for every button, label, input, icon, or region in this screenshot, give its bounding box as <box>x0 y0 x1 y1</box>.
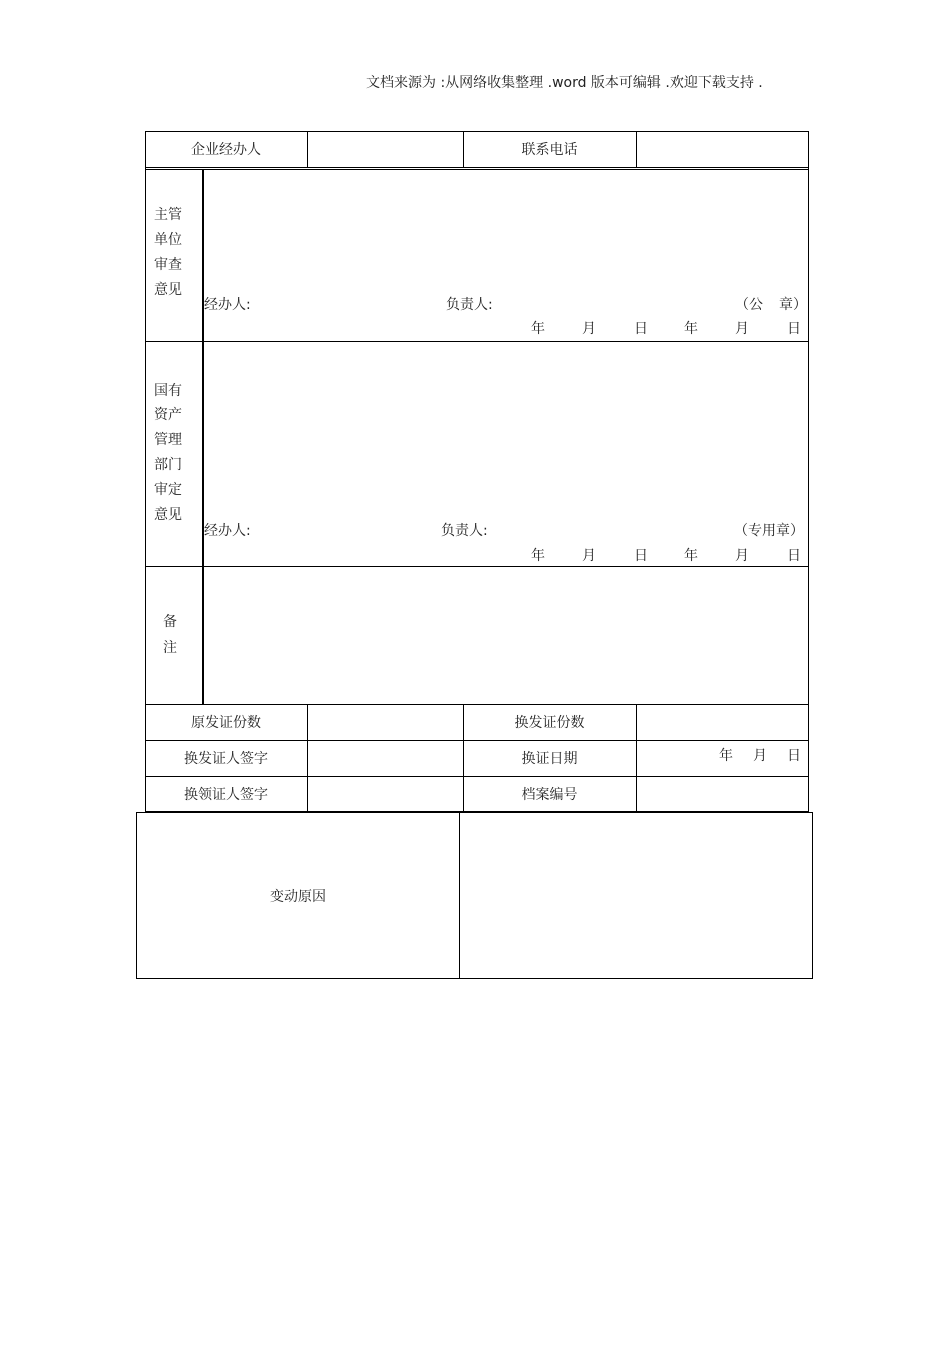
asset-title-line: 国有 <box>154 383 182 399</box>
phone-label: 联系电话 <box>521 142 578 158</box>
asset-title-line: 资产 <box>154 407 182 423</box>
archive-no-label: 档案编号 <box>521 786 578 803</box>
asset-title-line: 管理 <box>154 432 182 448</box>
archive-no-field[interactable] <box>636 776 808 811</box>
asset-principal-label: 负责人: <box>441 523 488 539</box>
orig-copies-label: 原发证份数 <box>191 715 261 731</box>
change-date-day: 日 <box>787 748 801 764</box>
supervisor-principal-label: 负责人: <box>446 297 493 313</box>
date-year: 年 <box>684 548 698 564</box>
date-year: 年 <box>531 548 545 564</box>
seal-close: 章） <box>779 297 807 313</box>
supervisor-title-line: 审查 <box>154 257 182 273</box>
asset-title-line: 部门 <box>154 457 182 473</box>
asset-title-line: 审定 <box>154 482 182 498</box>
contact-person-field[interactable] <box>307 131 463 167</box>
contact-person-label: 企业经办人 <box>191 142 261 158</box>
supervisor-title-line: 主管 <box>154 207 182 223</box>
orig-copies-field[interactable] <box>307 704 463 740</box>
date-day: 日 <box>634 321 648 337</box>
change-reason-field[interactable] <box>460 813 812 978</box>
asset-title-line: 意见 <box>154 507 182 523</box>
supervisor-title-line: 单位 <box>154 232 182 248</box>
change-date-year: 年 <box>719 748 733 764</box>
remarks-field[interactable] <box>204 568 807 703</box>
change-date-label: 换证日期 <box>521 751 578 767</box>
issuer-sign-label: 换发证人签字 <box>184 751 268 767</box>
date-month: 月 <box>735 548 749 564</box>
supervisor-handler-label: 经办人: <box>204 297 251 313</box>
date-day: 日 <box>787 321 801 337</box>
new-copies-field[interactable] <box>636 704 808 740</box>
supervisor-title-line: 意见 <box>154 282 182 298</box>
change-date-month: 月 <box>753 748 767 764</box>
header-note: 文档来源为 :从网络收集整理 .word 版本可编辑 .欢迎下载支持 . <box>366 75 763 91</box>
date-month: 月 <box>582 548 596 564</box>
special-seal: （专用章） <box>734 523 804 539</box>
date-year: 年 <box>531 321 545 337</box>
date-year: 年 <box>684 321 698 337</box>
date-month: 月 <box>735 321 749 337</box>
change-reason-label: 变动原因 <box>270 888 326 905</box>
phone-field[interactable] <box>636 131 808 167</box>
date-day: 日 <box>634 548 648 564</box>
remarks-title-line: 注 <box>163 640 177 656</box>
receiver-sign-label: 换领证人签字 <box>184 786 268 803</box>
remarks-title-line: 备 <box>163 614 177 630</box>
issuer-sign-field[interactable] <box>307 740 463 776</box>
seal-open: （公 <box>735 297 763 313</box>
date-day: 日 <box>787 548 801 564</box>
asset-handler-label: 经办人: <box>204 523 251 539</box>
date-month: 月 <box>582 321 596 337</box>
receiver-sign-field[interactable] <box>307 776 463 811</box>
new-copies-label: 换发证份数 <box>514 715 585 731</box>
